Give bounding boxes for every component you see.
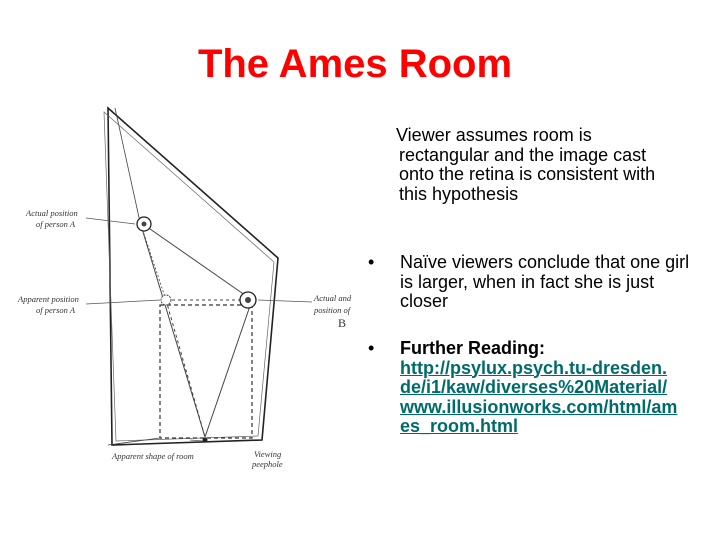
intro-paragraph-first-line: Viewer assumes room is [396,125,592,145]
label-apparent-position-a-line1: Apparent position [18,294,79,304]
sight-line [140,222,252,300]
intro-paragraph [380,126,680,204]
label-viewing-peephole-line1: Viewing [254,449,282,459]
further-reading-link[interactable]: http://psylux.psych.tu-dresden.de/i1/kaw/diverses%20Material/www.illusionworks.com/html/ames_room.html [400,357,678,436]
person-a-actual-marker [137,217,151,231]
label-apparent-room-shape: Apparent shape of room [112,451,194,461]
bullet-text: Naïve viewers conclude that one girl is larger, when in fact she is just closer [400,252,690,311]
slide-title: The Ames Room [197,42,513,86]
person-a-apparent-marker [161,295,171,305]
bullet-marker: • [368,252,375,272]
further-reading-label: Further Reading: [400,338,546,358]
label-apparent-position-a-line2: of person A [36,305,76,315]
label-person-b-letter: B [338,316,347,330]
sight-line [166,300,205,437]
ames-room-diagram [0,100,365,470]
label-viewing-peephole-line2: peephole [252,459,283,469]
sight-line [205,300,252,437]
intro-paragraph-rest: rectangular and the image cast onto the retina is consistent with this hypothesis [399,144,656,204]
person-b-marker [240,292,256,308]
label-actual-position-b-line2: position of [314,305,351,315]
apparent-room-shape [160,305,252,438]
label-actual-position-b-line1: Actual and [314,293,352,303]
label-actual-position-a-line1: Actual position [26,208,78,218]
bullet-marker: • [368,338,375,358]
label-actual-position-a-line2: of person A [36,219,76,229]
sight-line [140,222,205,437]
peephole-marker [203,438,208,443]
